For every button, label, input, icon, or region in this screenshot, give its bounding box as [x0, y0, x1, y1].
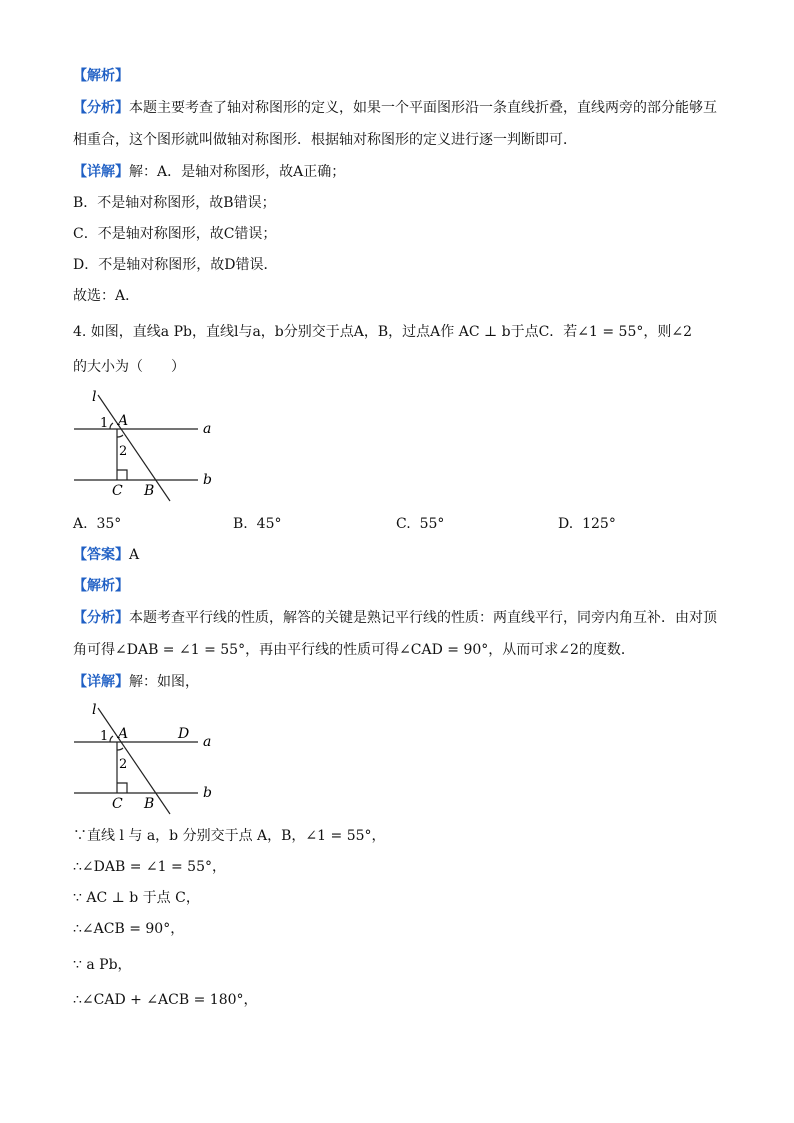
option-d: D. 125°: [558, 516, 616, 532]
angle-1-arc: [110, 423, 113, 429]
solution-step: ∵直线 l 与 a，b 分别交于点 A，B，∠1 = 55°，: [73, 828, 386, 844]
analysis-paragraph-continued: 角可得∠DAB = ∠1 = 55°，再由平行线的性质可得∠CAD = 90°，从而可求∠2的度数．: [73, 642, 635, 658]
right-angle-mark: [117, 783, 127, 793]
label-l: l: [92, 702, 97, 718]
label-A: A: [118, 726, 129, 742]
label-2: 2: [119, 444, 128, 459]
solution-figure: [70, 698, 230, 822]
section-tag: 【解析】: [73, 68, 129, 84]
option-b: B. 45°: [233, 516, 282, 532]
line-l: [98, 708, 170, 814]
detail-line-c: C．不是轴对称图形，故C错误；: [73, 226, 277, 242]
angle-2-arc: [117, 435, 123, 437]
label-a: a: [203, 734, 212, 750]
solution-step: ∴∠DAB = ∠1 = 55°，: [73, 859, 226, 875]
question-stem: 4. 如图，直线a Pb，直线l与a，b分别交于点A，B，过点A作 AC ⊥ b于点C．若∠1 = 55°，则∠2: [73, 324, 693, 340]
label-A: A: [118, 413, 129, 429]
answer-tag-line: 【答案】A: [73, 547, 140, 563]
solution-step: ∴∠ACB = 90°，: [73, 921, 185, 937]
solution-step: ∵ a Pb，: [73, 957, 132, 973]
analysis-paragraph: 【分析】本题主要考查了轴对称图形的定义，如果一个平面图形沿一条直线折叠，直线两旁的部分能够互: [73, 100, 717, 116]
label-l: l: [92, 389, 97, 405]
option-c: C. 55°: [396, 516, 445, 532]
section-tag: 【解析】: [73, 578, 129, 594]
analysis-paragraph-continued: 相重合，这个图形就叫做轴对称图形．根据轴对称图形的定义进行逐一判断即可．: [73, 132, 577, 148]
detail-paragraph: 【详解】解：A．是轴对称图形，故A正确；: [73, 164, 346, 180]
angle-2-arc: [117, 748, 123, 750]
label-b: b: [203, 785, 212, 801]
angle-1-arc: [110, 736, 113, 742]
label-b: b: [203, 472, 212, 488]
label-B: B: [144, 483, 155, 499]
label-a: a: [203, 421, 212, 437]
solution-step: ∵ AC ⊥ b 于点 C，: [73, 890, 200, 906]
solution-step: ∴∠CAD + ∠ACB = 180°，: [73, 992, 258, 1008]
label-1: 1: [100, 416, 109, 431]
line-l: [98, 395, 170, 501]
question-figure: [70, 385, 230, 509]
right-angle-mark: [117, 470, 127, 480]
label-1: 1: [100, 729, 109, 744]
answer-line: 故选：A．: [73, 288, 140, 304]
label-C: C: [112, 483, 123, 499]
detail-line-b: B．不是轴对称图形，故B错误；: [73, 195, 276, 211]
label-C: C: [112, 796, 123, 812]
label-2: 2: [119, 757, 128, 772]
label-B: B: [144, 796, 155, 812]
detail-paragraph: 【详解】解：如图，: [73, 674, 199, 690]
option-a: A. 35°: [73, 516, 122, 532]
question-stem-continued: 的大小为（ ）: [73, 359, 185, 375]
analysis-paragraph: 【分析】本题考查平行线的性质，解答的关键是熟记平行线的性质：两直线平行，同旁内角互补．由对顶: [73, 610, 717, 626]
figure-lines: [74, 395, 198, 501]
label-D: D: [178, 726, 190, 742]
detail-line-d: D．不是轴对称图形，故D错误．: [73, 257, 278, 273]
